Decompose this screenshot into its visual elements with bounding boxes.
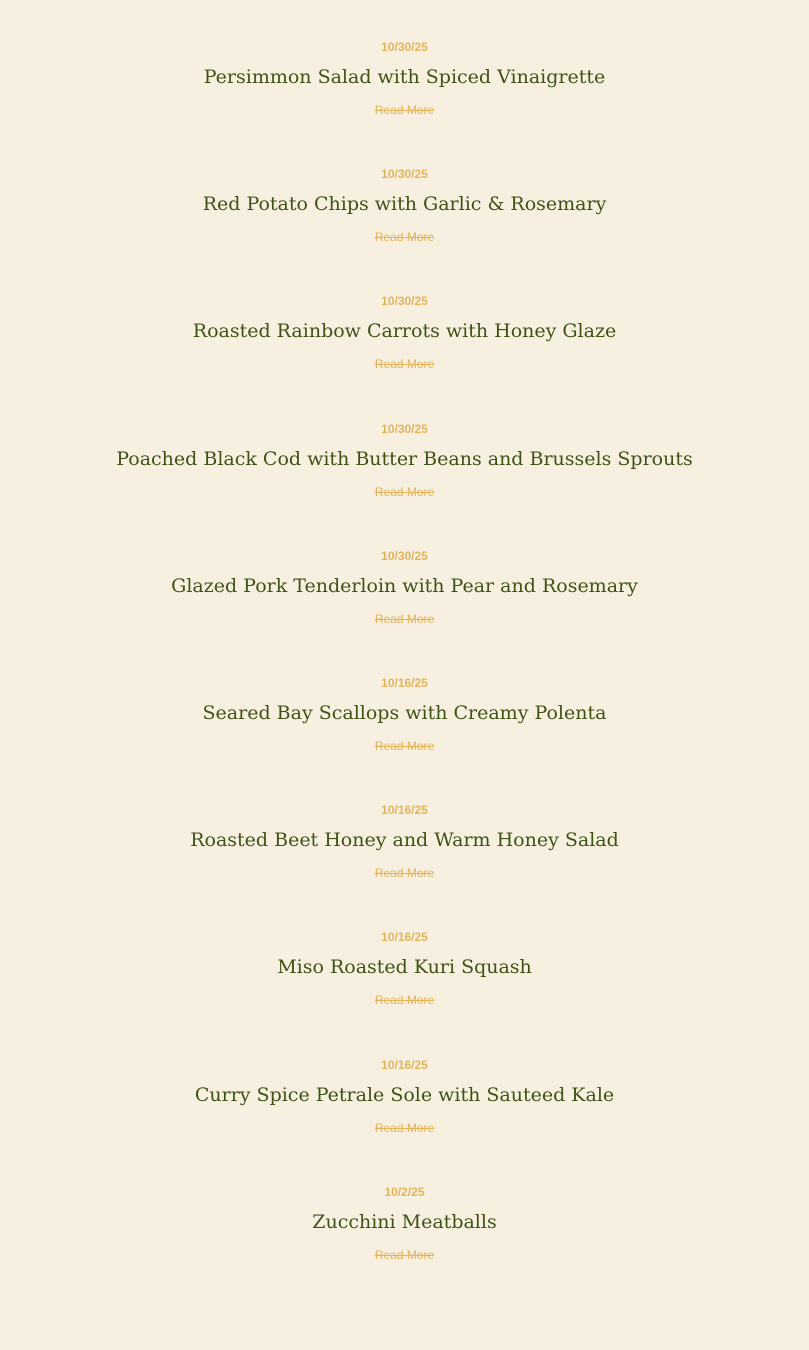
post-date: 10/30/25 (381, 167, 428, 182)
post-title-link[interactable]: Glazed Pork Tenderloin with Pear and Rosemary (171, 574, 638, 597)
read-more-link[interactable]: Read More (374, 357, 435, 372)
list-item (0, 292, 809, 419)
post-date: 10/16/25 (381, 675, 428, 690)
post-title-link[interactable]: Persimmon Salad with Spiced Vinaigrette (203, 66, 606, 88)
list-item (0, 1056, 809, 1183)
post-date: 10/2/25 (384, 1184, 425, 1199)
post-title-link[interactable]: Miso Roasted Kuri Squash (277, 956, 532, 979)
post-date: 10/30/25 (381, 294, 428, 309)
list-item (0, 420, 809, 547)
list-item (0, 547, 809, 674)
read-more-link[interactable]: Read More (374, 993, 435, 1008)
read-more-link[interactable]: Read More (374, 1247, 435, 1262)
list-item (0, 928, 809, 1055)
read-more-link[interactable]: Read More (374, 866, 435, 881)
post-date: 10/30/25 (381, 421, 428, 436)
read-more-link[interactable]: Read More (374, 484, 435, 499)
post-date: 10/16/25 (381, 1057, 428, 1072)
read-more-link[interactable]: Read More (374, 738, 435, 753)
post-title-link[interactable]: Poached Black Cod with Butter Beans and Brussels Sprouts (116, 447, 693, 470)
read-more-link[interactable]: Read More (374, 1120, 435, 1135)
post-title-link[interactable]: Curry Spice Petrale Sole with Sauteed Kale (194, 1083, 615, 1106)
post-title-link[interactable]: Seared Bay Scallops with Creamy Polenta (202, 701, 607, 724)
list-item (0, 801, 809, 928)
post-title-link[interactable]: Roasted Beet Honey and Warm Honey Salad (190, 829, 619, 852)
post-title-link[interactable]: Roasted Rainbow Carrots with Honey Glaze (192, 320, 617, 343)
post-title-link[interactable]: Zucchini Meatballs (312, 1210, 497, 1233)
post-date: 10/30/25 (381, 548, 428, 563)
read-more-link[interactable]: Read More (374, 611, 435, 626)
post-date: 10/16/25 (381, 930, 428, 945)
post-title-link[interactable]: Red Potato Chips with Garlic & Rosemary (202, 193, 607, 216)
list-item (0, 674, 809, 801)
post-date: 10/30/25 (381, 40, 428, 54)
list-item (0, 165, 809, 292)
list-item (0, 38, 809, 165)
read-more-link[interactable]: Read More (374, 230, 435, 245)
list-item (0, 1183, 809, 1310)
read-more-link[interactable]: Read More (374, 103, 435, 117)
post-date: 10/16/25 (381, 803, 428, 818)
